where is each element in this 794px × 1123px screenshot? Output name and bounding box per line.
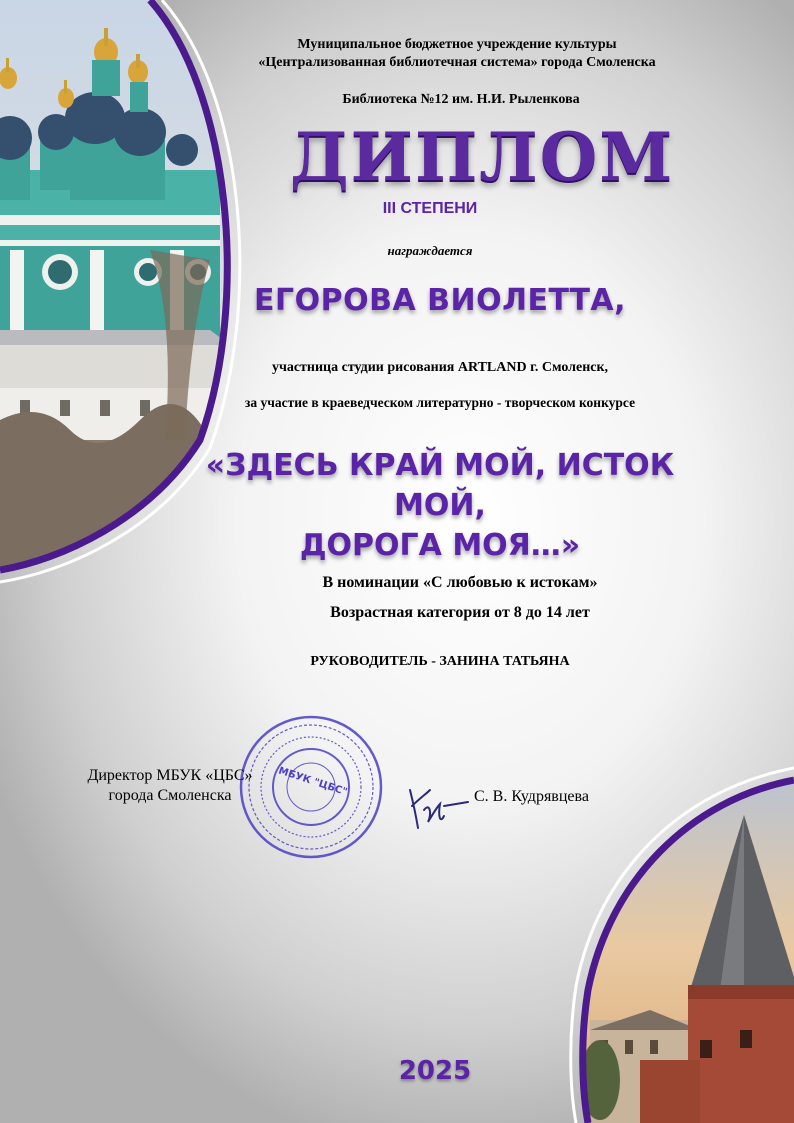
signer-name: С. В. Кудрявцева xyxy=(474,788,589,805)
supervisor: РУКОВОДИТЕЛЬ - ЗАНИНА ТАТЬЯНА xyxy=(310,654,570,669)
director-title xyxy=(60,766,280,806)
diploma-year: 2025 xyxy=(398,1056,472,1086)
organization-name xyxy=(0,36,794,72)
library-name: Библиотека №12 им. Н.И. Рыленкова xyxy=(342,92,580,107)
age-category: Возрастная категория от 8 до 14 лет xyxy=(330,604,590,621)
recipient-name: ЕГОРОВА ВИОЛЕТТА, xyxy=(253,283,627,318)
nomination: В номинации «С любовью к истокам» xyxy=(322,574,598,591)
handwritten-signature xyxy=(404,776,470,836)
director-line-1: Директор МБУК «ЦБС» xyxy=(87,767,253,784)
director-line-2: города Смоленска xyxy=(108,787,232,804)
awarded-label: награждается xyxy=(387,243,473,258)
recipient-info: участница студии рисования ARTLAND г. Смоленск, xyxy=(271,360,609,375)
diploma-degree: III СТЕПЕНИ xyxy=(382,200,478,217)
diploma-title: ДИПЛОМ xyxy=(290,118,675,196)
contest-title xyxy=(160,446,720,566)
award-reason: за участие в краеведческом литературно - творческом конкурсе xyxy=(244,395,636,410)
organization-line-1: Муниципальное бюджетное учреждение культуры xyxy=(297,37,617,52)
contest-title-line-2: ДОРОГА МОЯ…» xyxy=(299,528,581,563)
organization-line-2: «Централизованная библиотечная система» города Смоленска xyxy=(258,55,656,70)
nomination-block xyxy=(200,568,720,628)
contest-title-line-1: «ЗДЕСЬ КРАЙ МОЙ, ИСТОК МОЙ, xyxy=(205,448,675,523)
stamp-text: МБУК "ЦБС" xyxy=(276,765,349,799)
